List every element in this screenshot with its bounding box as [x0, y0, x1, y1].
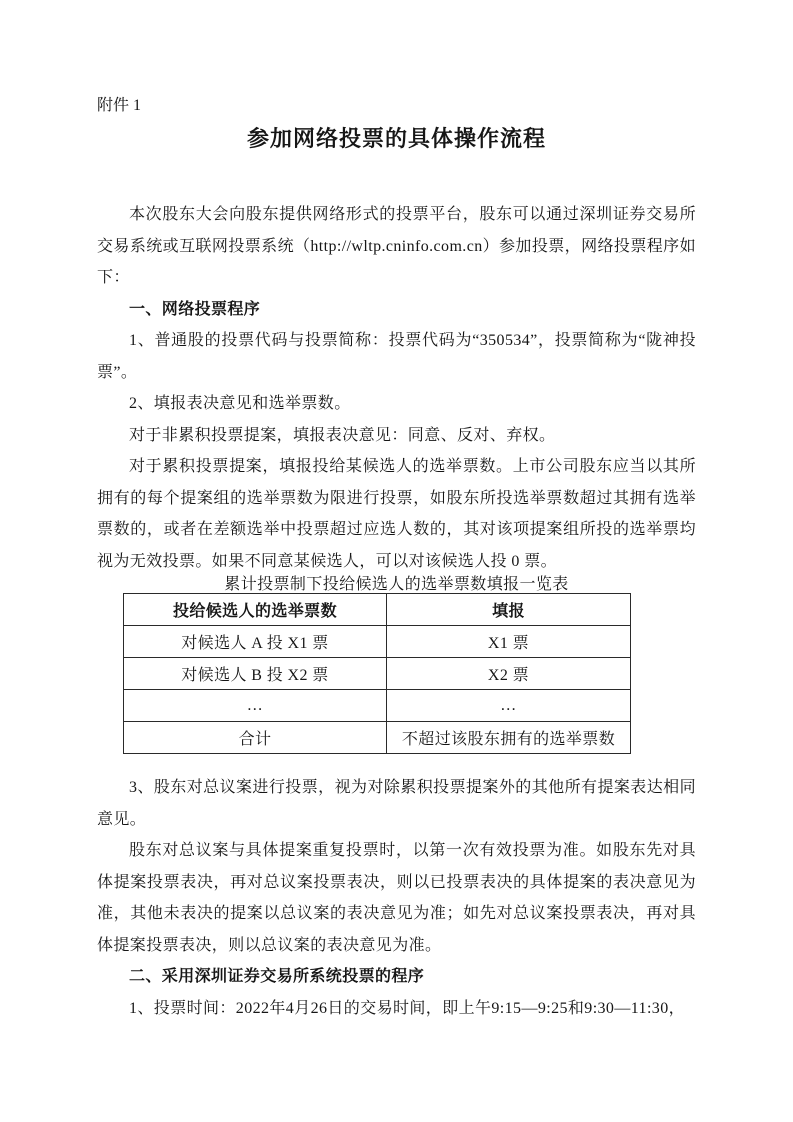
table-header-cell-votes: 投给候选人的选举票数	[124, 594, 387, 626]
page-title: 参加网络投票的具体操作流程	[246, 126, 546, 151]
table-cell: 不超过该股东拥有的选举票数	[387, 722, 631, 754]
table-cell: X2 票	[387, 658, 631, 690]
table-row	[124, 722, 631, 754]
table-caption: 累计投票制下投给候选人的选举票数填报一览表	[224, 576, 569, 593]
table-cell: 对候选人 A 投 X1 票	[124, 626, 387, 658]
para-non-cumulative-voting: 对于非累积投票提案，填报表决意见：同意、反对、弃权。	[129, 426, 556, 444]
section-1-item-2: 2、填报表决意见和选举票数。	[129, 395, 351, 412]
vote-fill-table	[123, 593, 631, 754]
section-2-heading: 二、采用深圳证券交易所系统投票的程序	[129, 968, 425, 985]
intro-paragraph: 本次股东大会向股东提供网络形式的投票平台，股东可以通过深圳证券交易所交易系统或互联网投票系统（http://wltp.cninfo.com.cn）参加投票，网络投票程序如下：	[97, 206, 696, 286]
table-cell: 对候选人 B 投 X2 票	[124, 658, 387, 690]
section-2-item-1: 1、投票时间：2022年4月26日的交易时间，即上午9:15—9:25和9:30—11:30，	[129, 999, 685, 1017]
table-cell: X1 票	[387, 626, 631, 658]
table-cell: …	[124, 690, 387, 722]
table-row	[124, 658, 631, 690]
para-repeat-voting: 股东对总议案与具体提案重复投票时，以第一次有效投票为准。如股东先对具体提案投票表决，再对总议案投票表决，则以已投票表决的具体提案的表决意见为准，其他未表决的提案以总议案的表决意见为准；如先对总议案投票表决，再对具体提案投票表决，则以总议案的表决意见为准。	[97, 842, 696, 954]
section-1-heading: 一、网络投票程序	[129, 300, 261, 318]
table-cell: 合计	[124, 722, 387, 754]
table-row	[124, 626, 631, 658]
table-row	[124, 690, 631, 722]
table-header-cell-fill: 填报	[387, 594, 631, 626]
attachment-label: 附件 1	[97, 97, 142, 114]
table-cell: …	[387, 690, 631, 722]
section-1-item-1: 1、普通股的投票代码与投票简称：投票代码为“350534”，投票简称为“陇神投票”。	[97, 332, 696, 381]
section-1-item-3: 3、股东对总议案进行投票，视为对除累积投票提案外的其他所有提案表达相同意见。	[97, 779, 696, 828]
table-header-row	[124, 594, 631, 626]
para-cumulative-voting: 对于累积投票提案，填报投给某候选人的选举票数。上市公司股东应当以其所拥有的每个提案组的选举票数为限进行投票，如股东所投选举票数超过其拥有选举票数的，或者在差额选举中投票超过应选人数的，其对该项提案组所投的选举票均视为无效投票。如果不同意某候选人，可以对该候选人投 0 票。	[97, 458, 696, 570]
